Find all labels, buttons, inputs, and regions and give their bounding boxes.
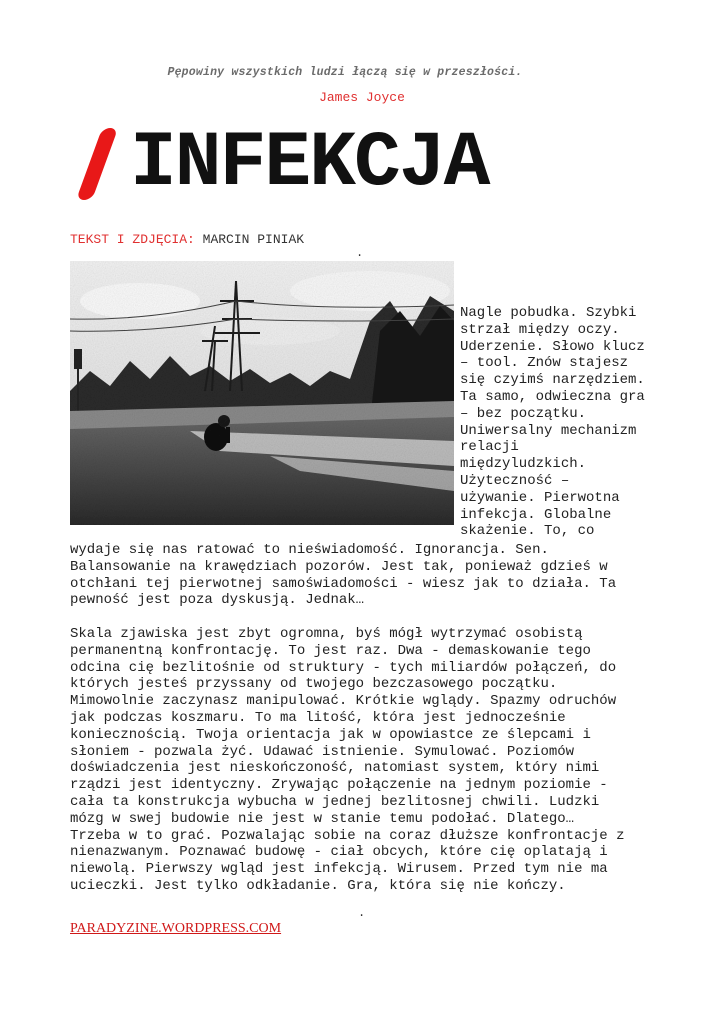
title-block: [70, 120, 710, 208]
epigraph-author: James Joyce: [319, 90, 405, 105]
paragraph-1-continued: wydaje się nas ratować to nieświadomość. Ignorancja. Sen. Balansowanie na krawędziach pozorów. Jest tak, ponieważ gdzieś w otchłani tej pierwotnej samoświadomości - wiesz jak to działa. Ta pewność jest poza dyskusją. Jednak…: [70, 542, 617, 609]
paragraph-2: Skala zjawiska jest zbyt ogromna, byś mógł wytrzymać osobistą permanentną konfrontację. To jest raz. Dwa - demaskowanie tego odcina cię bezlitośnie od struktury - tych miliardów połączeń, do których jesteś przyssany od twojego bezczasowego początku. Mimowolnie zaczynasz manipulować. Krótkie wglądy. Spazmy odruchów jak podczas koszmaru. To ma litość, która jest jednocześnie koniecznością. Twoja orientacja jak w opowiastce ze ślepcami i słoniem - pozwala żyć. Udawać istnienie. Symulować. Poziomów doświadczenia jest nieskończoność, natomiast system, który nimi rządzi jest identyczny. Zrywając połączenie na jednym poziomie - cała ta konstrukcja wybucha w jednej bezlitosnej chwili. Ludzki mózg w swej budowie nie jest w stanie temu podołać. Dlatego… Trzeba w to grać. Pozwalając sobie na coraz dłuższe konfrontacje z nienazwanym. Poznawać budowę - ciał obcych, które cię oplatają i niewolą. Pierwszy wgląd jest infekcją. Wirusem. Przed tym nie ma ucieczki. Jest tylko odkładanie. Gra, która się nie kończy.: [70, 626, 625, 894]
red-slash-icon: [76, 128, 118, 200]
paragraph-1-side: Nagle pobudka. Szybki strzał między oczy. Uderzenie. Słowo klucz – tool. Znów stajesz się czyimś narzędziem. Ta samo, odwieczna gra – bez początku. Uniwersalny mechanizm relacji międzyludzkich. Użyteczność – używanie. Pierwotna infekcja. Globalne skażenie. To, co: [460, 305, 645, 540]
epigraph-quote: Pępowiny wszystkich ludzi łączą się w przeszłości.: [167, 66, 523, 79]
separator-dot-top: .: [356, 246, 364, 260]
article-title: INFEKCJA: [130, 120, 489, 208]
separator-dot-bottom: .: [358, 906, 366, 920]
street-photo: [70, 261, 454, 525]
footer-website-link[interactable]: PARADYZINE.WORDPRESS.COM: [70, 921, 282, 936]
byline: [70, 232, 304, 247]
byline-author: MARCIN PINIAK: [202, 232, 305, 247]
byline-label: TEKST I ZDJĘCIA:: [70, 232, 195, 247]
